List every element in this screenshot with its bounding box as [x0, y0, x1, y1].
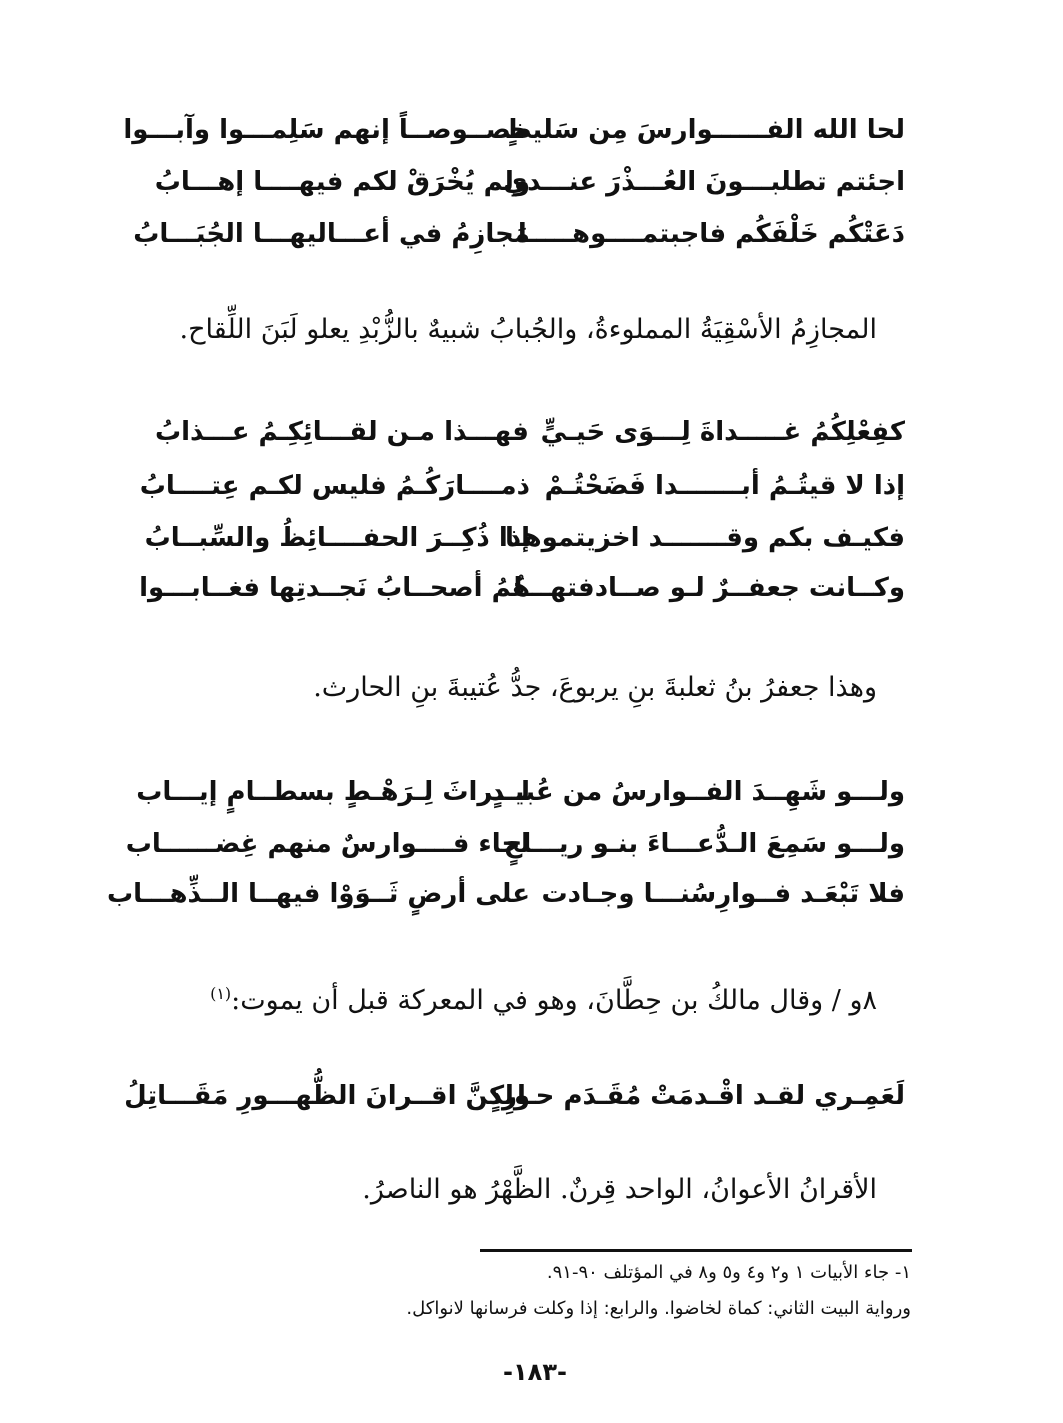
verse-line [133, 212, 905, 256]
verse-second-hemistich: على أرضٍ ثَــوَوْا فيهــا الــذِّهـــاب [106, 879, 530, 909]
gloss-paragraph: الأقرانُ الأعوانُ، الواحد قِرنٌ. الظَّهْرُ هو الناصرُ. [362, 1174, 877, 1205]
verse-line [139, 566, 905, 610]
verse-first-hemistich: لَعَمِـري لقـد اقْـدمَتْ مُقَـدَم حـارِدٍ [488, 1081, 905, 1111]
verse-line [155, 160, 905, 204]
verse-second-hemistich: ولم يُخْرَقْ لكم فيهــــا إهـــابُ [154, 167, 530, 197]
verse-line [123, 108, 905, 152]
gloss-paragraph: وهذا جعفرُ بنُ ثعلبةَ بنِ يربوعَ، جدُّ عُتيبةَ بنِ الحارث. [313, 672, 877, 703]
verse-second-hemistich: هُمُ أصحــابُ نَجــدتِها فغــابـــوا [139, 573, 530, 603]
verse-first-hemistich: وكــانت جعفــرٌ لـو صــادفتهـــا [513, 573, 905, 603]
verse-first-hemistich: كفِعْلِكُمُ غـــــداةَ لِـــوَى حَيـيٍّ [540, 417, 905, 447]
verse-line [136, 770, 905, 814]
verse-first-hemistich: دَعَتْكُم خَلْفَكُم فاجبتمــــوهـــــا [517, 219, 905, 249]
verse-first-hemistich: ولـــو سَمِعَ الـدُّعـــاءَ بنـو ريـــاحٍ [503, 829, 905, 859]
footnote-reference[interactable]: (١) [210, 984, 232, 1003]
page-number: -١٨٣- [503, 1358, 567, 1386]
verse-second-hemistich: لـــراثَ لِـرَهْـطٍ بسطــامٍ إيـــاب [136, 777, 530, 807]
verse-line [125, 822, 905, 866]
verse-first-hemistich: إذا لا قيتُـمُ أبـــــــدا فَضَحْتُـمْ [544, 471, 905, 501]
verse-first-hemistich: فلا تَبْعَـد فــوارِسُنـــا وجـادت [541, 879, 905, 909]
verse-second-hemistich: خصــوصــاً إنهم سَلِمـــوا وآبـــوا [123, 115, 530, 145]
intro-text: ٨و / وقال مالكُ بن حِطَّانَ، وهو في المعركة قبل أن يموت: [231, 985, 877, 1016]
footnote-line: ١- جاء الأبيات ١ و٢ و٤ و٥ و٨ في المؤتلف ٩٠-٩١. [546, 1262, 911, 1283]
verse-line [106, 872, 905, 916]
verse-second-hemistich: إذا ذُكِــرَ الحفــــائِظُ والسِّبــابُ [144, 523, 530, 553]
verse-second-hemistich: مَجازِمُ في أعـــاليهـــا الجُبَـــابُ [133, 219, 530, 249]
verse-first-hemistich: فكيـف بكم وقـــــــد اخزيتموهـا [504, 523, 905, 553]
gloss-paragraph: المجازِمُ الأسْقِيَةُ المملوءةُ، والجُبابُ شبيهٌ بالزُّبْدِ يعلو لَبَنَ اللِّقاح. [179, 314, 877, 345]
verse-first-hemistich: اجئتم تطلبـــونَ العُـــذْرَ عنـــدي [503, 167, 905, 197]
verse-line [155, 410, 905, 454]
verse-second-hemistich: ذمــــارَكُـمُ فليس لكـم عِتــــابُ [139, 471, 530, 501]
intro-paragraph [187, 970, 877, 1025]
verse-first-hemistich: ولـــو شَهِــدَ الفــوارسُ من عُبيـدٍ [490, 777, 905, 807]
verse-line [139, 464, 905, 508]
verse-second-hemistich: فهـــذا مـن لقـــائِكِـمُ عـــذابُ [155, 417, 529, 447]
verse-second-hemistich: ولكنَّ اقــرانَ الظُّهـــورِ مَقَـــاتِلُ [124, 1081, 530, 1111]
verse-second-hemistich: لجاء فــــوارسٌ منهم غِضــــــاب [125, 829, 530, 859]
verse-first-hemistich: لحا الله الفــــــوارسَ مِن سَليطٍ [504, 115, 905, 145]
verse-line [124, 1074, 905, 1118]
verse-line [144, 516, 905, 560]
footnote-divider [480, 1249, 912, 1252]
footnote-line: ورواية البيت الثاني: كماة لخاضوا. والرابع: إذا وكلت فرسانها لانواكل. [406, 1298, 911, 1319]
